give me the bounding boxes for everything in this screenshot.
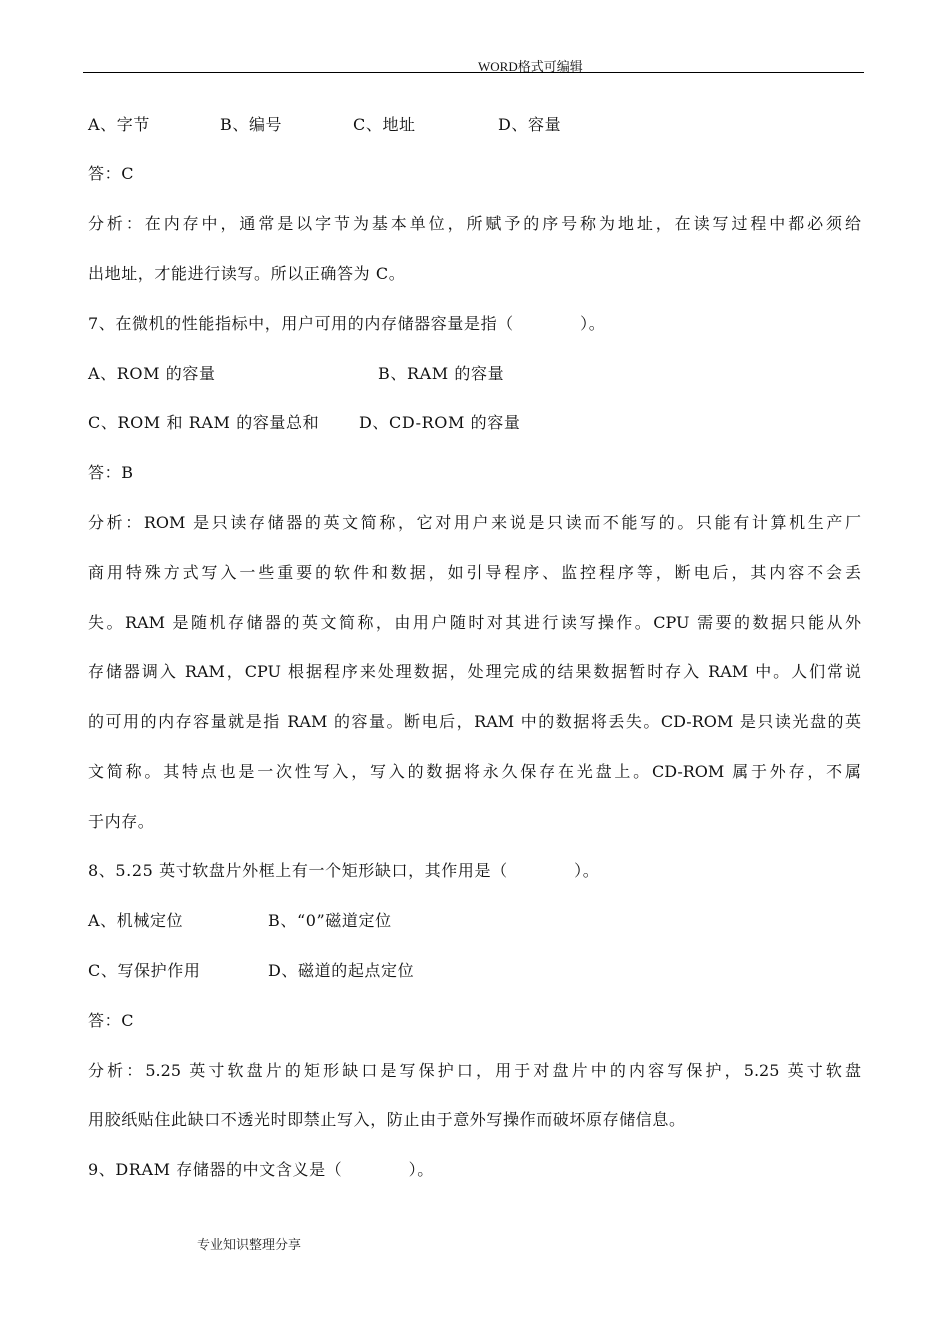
q7-analysis-line-3: 失。RAM 是随机存储器的英文简称，由用户随时对其进行读写操作。CPU 需要的数据只能从外: [88, 613, 861, 632]
q8-option-d: D、磁道的起点定位: [268, 961, 415, 980]
q7-answer: 答：B: [88, 463, 134, 482]
q7-analysis-line-1: 分析：ROM 是只读存储器的英文简称，它对用户来说是只读而不能写的。只能有计算机生产厂: [88, 513, 861, 532]
q8-answer: 答：C: [88, 1011, 135, 1030]
q7-analysis-line-5: 的可用的内存容量就是指 RAM 的容量。断电后，RAM 中的数据将丢失。CD-ROM 是只读光盘的英: [88, 712, 861, 731]
q7-option-d: D、CD-ROM 的容量: [359, 413, 521, 432]
q9-question: 9、DRAM 存储器的中文含义是（ ）。: [88, 1160, 434, 1179]
q6-answer: 答：C: [88, 164, 135, 183]
q7-analysis-line-6: 文简称。其特点也是一次性写入，写入的数据将永久保存在光盘上。CD-ROM 属于外存，不属: [88, 762, 861, 781]
q6-analysis-line-1: 分析：在内存中，通常是以字节为基本单位，所赋予的序号称为地址，在读写过程中都必须给: [88, 214, 861, 233]
q8-question: 8、5.25 英寸软盘片外框上有一个矩形缺口，其作用是（ ）。: [88, 861, 600, 880]
q7-question: 7、在微机的性能指标中，用户可用的内存储器容量是指（ ）。: [88, 314, 606, 333]
q7-option-a: A、ROM 的容量: [88, 364, 216, 383]
header-rule: [83, 72, 864, 73]
q6-option-a: A、字节: [88, 115, 150, 134]
q8-option-b: B、“0”磁道定位: [268, 911, 392, 930]
q8-option-c: C、写保护作用: [88, 961, 201, 980]
page-header: WORD格式可编辑: [478, 59, 583, 74]
q7-analysis-line-7: 于内存。: [88, 812, 155, 831]
q6-analysis-line-2: 出地址，才能进行读写。所以正确答为 C。: [88, 264, 406, 283]
q6-option-b: B、编号: [220, 115, 283, 134]
q7-analysis-line-2: 商用特殊方式写入一些重要的软件和数据，如引导程序、监控程序等，断电后，其内容不会丢: [88, 563, 861, 582]
q8-analysis-line-1: 分析：5.25 英寸软盘片的矩形缺口是写保护口，用于对盘片中的内容写保护，5.25 英寸软盘: [88, 1061, 861, 1080]
q7-option-b: B、RAM 的容量: [378, 364, 505, 383]
q7-analysis-line-4: 存储器调入 RAM，CPU 根据程序来处理数据，处理完成的结果数据暂时存入 RAM 中。人们常说: [88, 662, 861, 681]
q6-option-c: C、地址: [353, 115, 416, 134]
q6-option-d: D、容量: [498, 115, 562, 134]
q8-option-a: A、机械定位: [88, 911, 184, 930]
q7-option-c: C、ROM 和 RAM 的容量总和: [88, 413, 320, 432]
q8-analysis-line-2: 用胶纸贴住此缺口不透光时即禁止写入，防止由于意外写操作而破坏原存储信息。: [88, 1110, 686, 1129]
page-footer: 专业知识整理分享: [197, 1237, 302, 1252]
